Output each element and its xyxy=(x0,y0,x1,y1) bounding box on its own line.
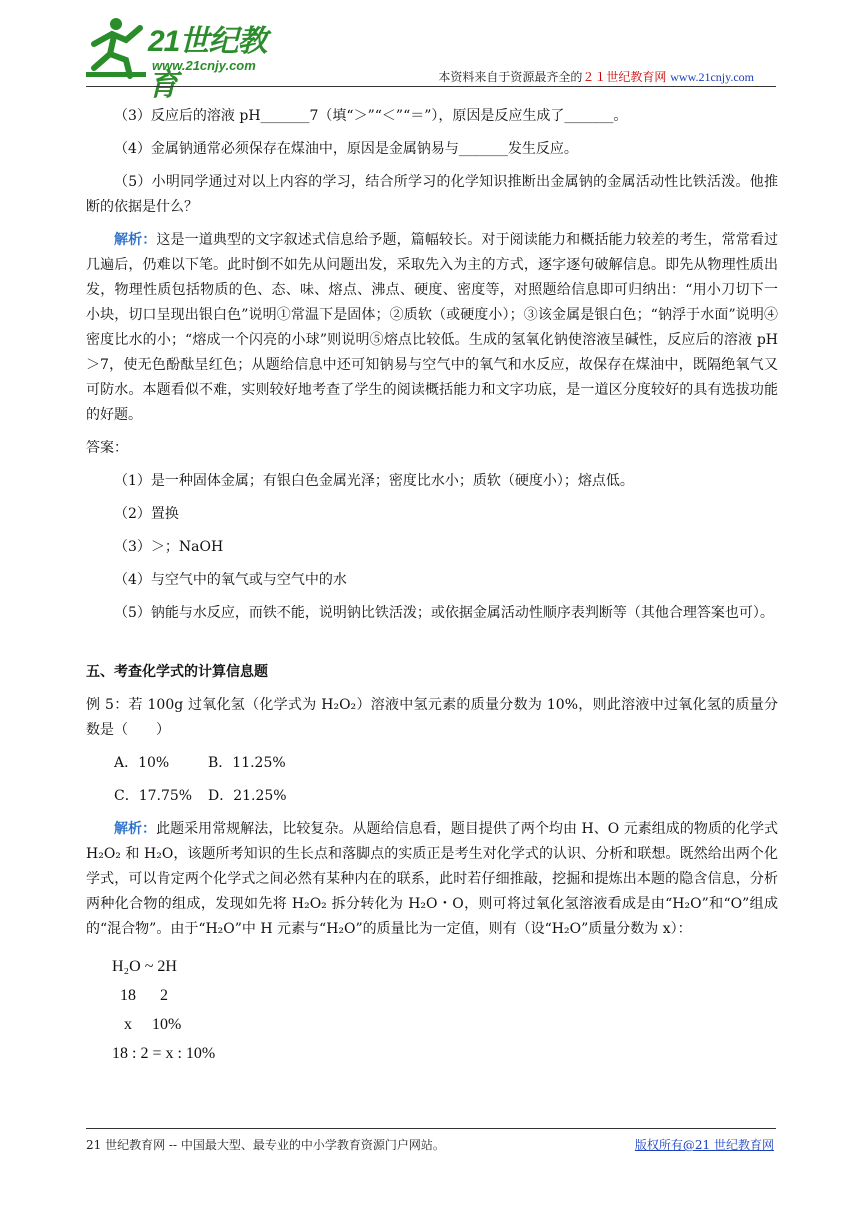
answer-1: （1）是一种固体金属；有银白色金属光泽；密度比水小；质软（硬度小）；熔点低。 xyxy=(114,473,634,489)
question-4: （4）金属钠通常必须保存在煤油中，原因是金属钠易与_______发生反应。 xyxy=(114,141,578,157)
site-logo xyxy=(86,14,286,102)
answer-4: （4）与空气中的氧气或与空气中的水 xyxy=(114,572,347,588)
runner-logo-icon xyxy=(86,14,148,80)
options-row-1 xyxy=(86,751,778,776)
math-line-2: 18 2 xyxy=(112,987,168,1004)
option-b: B．11.25% xyxy=(208,755,286,771)
page-content xyxy=(86,104,778,1068)
footer-copyright-link[interactable]: 版权所有@21 世纪教育网 xyxy=(634,1138,774,1152)
header-note-brand: ２１世纪教育网 xyxy=(582,70,667,84)
answer-label: 答案： xyxy=(86,440,128,456)
analysis-2-label: 解析： xyxy=(114,821,157,837)
section-title: 五、考查化学式的计算信息题 xyxy=(86,664,268,680)
option-a: A．10% xyxy=(114,755,170,771)
math-derivation xyxy=(86,952,778,1068)
answer-3: （3）＞；NaOH xyxy=(114,539,224,555)
analysis-text: 这是一道典型的文字叙述式信息给予题，篇幅较长。对于阅读能力和概括能力较差的考生，常常看过几遍后，仍难以下笔。此时倒不如先从问题出发，采取先入为主的方式，逐字逐句破解信息。即先从物理性质出发，物理性质包括物质的色、态、味、熔点、沸点、硬度、密度等，对照题给信息即可归纳出：“用小刀切下一小块，切口呈现出银白色”说明①常温下是固体；②质软（或硬度小）；③该金属是银白色；“钠浮于水面”说明④密度比水的小；“熔成一个闪亮的小球”则说明⑤熔点比较低。生成的氢氧化钠使溶液呈碱性，反应后的溶液 pH＞7，使无色酚酞呈红色；从题给信息中还可知钠易与空气中的氧气和水反应，故保存在煤油中，既隔绝氧气又可防水。本题看似不难，实则较好地考查了学生的阅读概括能力和文字功底，是一道区分度较好的具有选拔功能的好题。 xyxy=(86,232,779,423)
logo-title: 21世纪教育 xyxy=(148,25,267,102)
example-5: 例 5：若 100g 过氧化氢（化学式为 H₂O₂）溶液中氢元素的质量分数为 10%，则此溶液中过氧化氢的质量分数是（ ） xyxy=(86,697,778,738)
header-note-url[interactable]: www.21cnjy.com xyxy=(670,70,754,84)
header-divider xyxy=(86,86,776,87)
footer-divider xyxy=(86,1128,776,1129)
answer-2: （2）置换 xyxy=(114,506,179,522)
analysis-paragraph xyxy=(86,228,778,428)
math-line-4: 18 : 2 = x : 10% xyxy=(112,1045,216,1062)
analysis-label: 解析： xyxy=(114,232,157,248)
answer-5: （5）钠能与水反应，而铁不能，说明钠比铁活泼；或依据金属活动性顺序表判断等（其他合理答案也可）。 xyxy=(114,605,774,621)
header-note xyxy=(438,68,754,85)
option-c: C．17.75% xyxy=(114,788,193,804)
question-3: （3）反应后的溶液 pH_______7（填“＞”“＜”“＝”），原因是反应生成了_______。 xyxy=(114,108,628,124)
options-row-2 xyxy=(86,784,778,809)
footer-text: 21 世纪教育网 -- 中国最大型、最专业的中小学教育资源门户网站。 xyxy=(86,1138,445,1152)
analysis-2-text: 此题采用常规解法，比较复杂。从题给信息看，题目提供了两个均由 H、O 元素组成的物质的化学式 H₂O₂ 和 H₂O，该题所考知识的生长点和落脚点的实质正是考生对化学式的认识、分析和联想。既然给出两个化学式，可以肯定两个化学式之间必然有某种内在的联系，此时若仔细推敲，挖掘和提炼出本题的隐含信息，分析两种化合物的组成，发现如先将 H₂O₂ 拆分转化为 H₂O・O，则可将过氧化氢溶液看成是由“H₂O”和“O”组成的“混合物”。由于“H₂O”中 H 元素与“H₂O”的质量比为一定值，则有（设“H₂O”质量分数为 x）： xyxy=(86,821,778,937)
analysis-2-paragraph xyxy=(86,817,778,942)
logo-url: www.21cnjy.com xyxy=(152,58,256,73)
question-5: （5）小明同学通过对以上内容的学习，结合所学习的化学知识推断出金属钠的金属活动性比铁活泼。他推断的依据是什么？ xyxy=(86,174,778,215)
option-d: D．21.25% xyxy=(208,788,287,804)
header-note-prefix: 本资料来自于资源最齐全的 xyxy=(438,70,583,84)
math-line-3: x 10% xyxy=(112,1016,182,1033)
math-line-1: H₂O ~ 2H xyxy=(112,958,177,975)
